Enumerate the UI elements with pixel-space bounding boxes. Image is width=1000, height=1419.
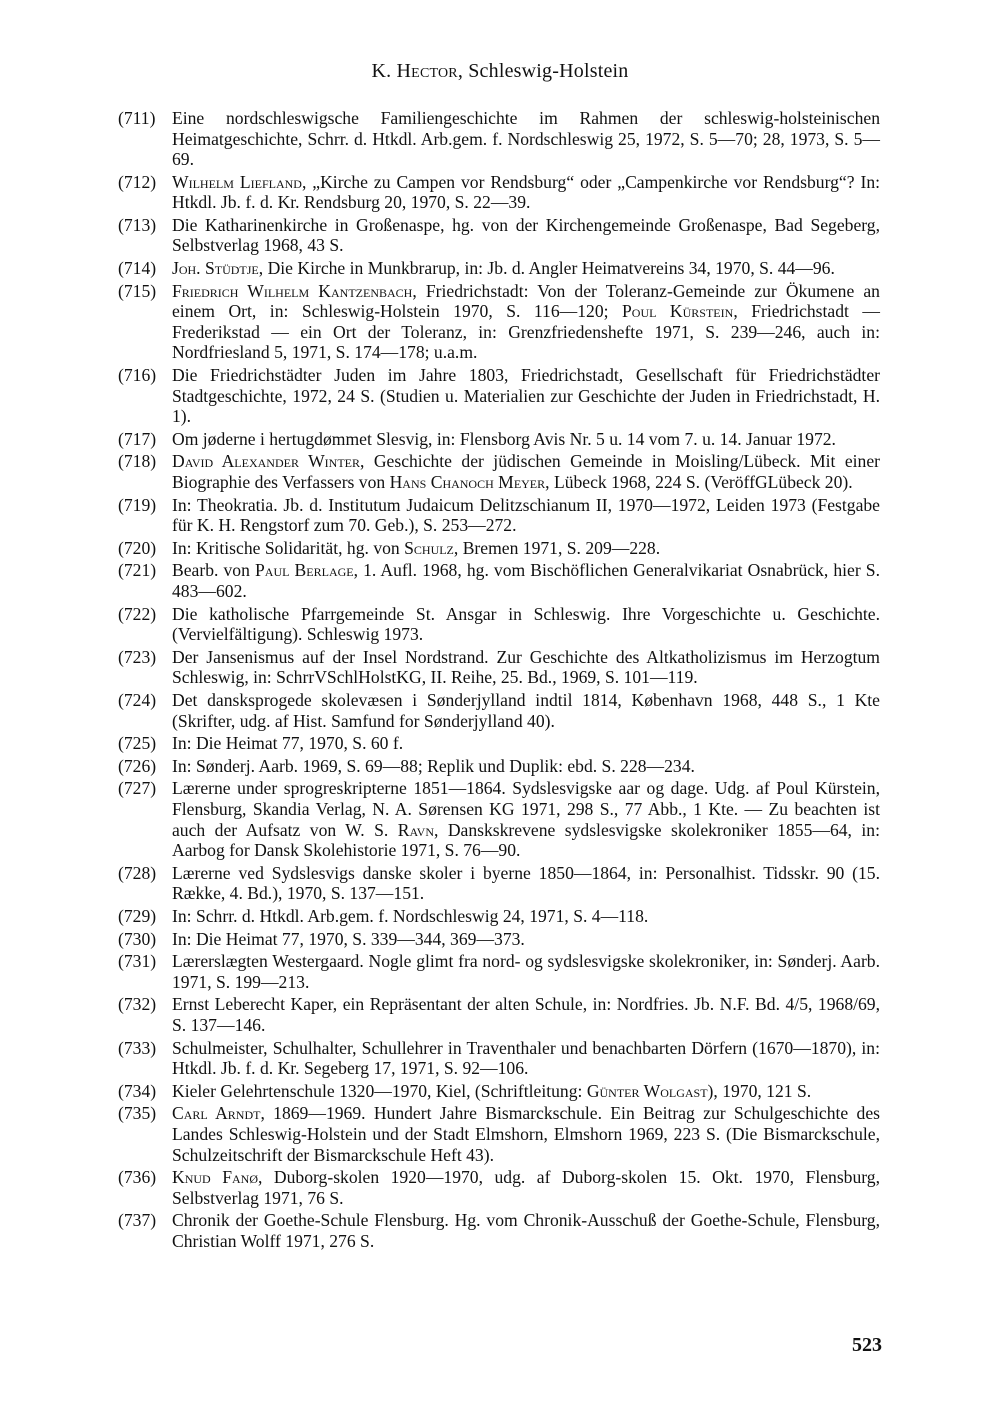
entry-text [172,604,880,645]
citation-text: In: Kritische Solidarität, hg. von [172,537,405,558]
entry-number: (715) [118,280,157,301]
bibliography-entry [118,994,880,1035]
entry-text [172,994,880,1035]
entry-text [172,215,880,256]
citation-text: , Lübeck 1968, 224 S. (VeröffGLübeck 20). [545,471,853,492]
citation-text: Die katholische Pfarrgemeinde St. Ansgar in Schleswig. Ihre Vorgeschichte u. Geschichte. (Vervielfältigung). Schleswig 1973. [172,603,880,645]
bibliography-entry [118,281,880,363]
page-number: 523 [852,1334,882,1356]
entry-number: (731) [118,951,157,972]
citation-text: ), 1970, 121 S. [707,1080,812,1101]
citation-text: In: Schrr. d. Htkdl. Arb.gem. f. Nordschleswig 24, 1971, S. 4—118. [172,905,649,926]
author-name: Knud Fanø [172,1167,258,1188]
citation-text: Om jøderne i hertugdømmet Slesvig, in: Flensborg Avis Nr. 5 u. 14 vom 7. u. 14. Januar 1972. [172,428,836,449]
bibliography-entry [118,495,880,536]
entry-number: (737) [118,1210,157,1231]
entry-number: (727) [118,778,157,799]
entry-number: (735) [118,1103,157,1124]
bibliography-entry [118,429,880,450]
entry-number: (734) [118,1080,157,1101]
bibliography-entry [118,929,880,950]
entry-number: (721) [118,560,157,581]
entry-text [172,560,880,601]
entry-text [172,778,880,860]
author-name: David Alexander Winter [172,451,361,472]
author-name: Hans Chanoch Meyer [389,471,546,492]
entry-text [172,1167,880,1208]
author-name: Paul Berlage [255,560,354,581]
bibliography-entry [118,108,880,170]
entry-number: (732) [118,994,157,1015]
entry-number: (736) [118,1167,157,1188]
bibliography-entry [118,560,880,601]
bibliography-entry [118,172,880,213]
entry-number: (717) [118,428,157,449]
running-head-title: Schleswig-Holstein [468,60,629,82]
entry-text [172,451,880,492]
bibliography-entry [118,604,880,645]
bibliography-entry [118,951,880,992]
entry-number: (724) [118,689,157,710]
entry-text [172,1081,880,1102]
citation-text: , Die Kirche in Munkbrarup, in: Jb. d. Angler Heimatvereins 34, 1970, S. 44—96. [258,258,835,279]
citation-text: Die Friedrichstädter Juden im Jahre 1803, Friedrichstadt, Gesellschaft für Friedrichstädter Stadtgeschichte, 1972, 24 S. (Studien u. Materialien zur Geschichte der Juden in Friedrichstadt, H. 1). [172,365,880,427]
bibliography-entry [118,647,880,688]
citation-text: Eine nordschleswigsche Familiengeschichte im Rahmen der schleswig-holsteinischen Heimatgeschichte, Schrr. d. Htkdl. Arb.gem. f. Nordschleswig 25, 1972, S. 5—70; 28, 1973, S. 5—69. [172,108,880,170]
entry-number: (733) [118,1037,157,1058]
entry-number: (730) [118,928,157,949]
entry-text [172,690,880,731]
bibliography-entry [118,733,880,754]
citation-text: , Friedrichstadt: Von der Toleranz-Gemeinde zur Ökumene an einem Ort, in: Schleswig-Holstein 1970, S. 116—120; [172,280,880,322]
entry-text [172,108,880,170]
entry-text [172,281,880,363]
citation-text: Die Katharinenkirche in Großenaspe, hg. von der Kirchengemeinde Großenaspe, Bad Segeberg, Selbstverlag 1968, 43 S. [172,214,880,256]
citation-text: Schulmeister, Schulhalter, Schullehrer in Traventhaler und benachbarten Dörfern (1670—1870), in: Htkdl. Jb. f. d. Kr. Segeberg 17, 1971, S. 92—106. [172,1037,880,1079]
bibliography-entry [118,1038,880,1079]
entry-text [172,951,880,992]
entry-text [172,733,880,754]
bibliography-entry [118,756,880,777]
citation-text: Lærerne ved Sydslesvigs danske skoler i byerne 1850—1864, in: Personalhist. Tidsskr. 90 (15. Række, 4. Bd.), 1970, S. 137—151. [172,862,880,904]
bibliography-entry [118,1103,880,1165]
entry-text [172,929,880,950]
citation-text: , Danskskrevene sydslesvigske skolekroniker 1855—64, in: Aarbog for Dansk Skolehistorie 1971, S. 76—90. [172,819,880,861]
bibliography-entry [118,1210,880,1251]
entry-number: (712) [118,171,157,192]
bibliography-entry [118,906,880,927]
bibliography-entry [118,365,880,427]
bibliography-entry [118,690,880,731]
bibliography-entry [118,538,880,559]
bibliography-entry [118,863,880,904]
citation-text: In: Theokratia. Jb. d. Institutum Judaicum Delitzschianum II, 1970—1972, Leiden 1973 (Festgabe für K. H. Rengstorf zum 70. Geb.), S. 253—272. [172,494,880,536]
entry-text [172,647,880,688]
entry-text [172,1103,880,1165]
citation-text: Chronik der Goethe-Schule Flensburg. Hg. vom Chronik-Ausschuß der Goethe-Schule, Flensburg, Christian Wolff 1971, 276 S. [172,1210,880,1251]
entry-text [172,756,880,777]
entry-number: (723) [118,646,157,667]
citation-text: In: Die Heimat 77, 1970, S. 339—344, 369—373. [172,928,525,949]
citation-text: , 1. Aufl. 1968, hg. vom Bischöflichen Generalvikariat Osnabrück, hier S. 483—602. [172,560,880,601]
bibliography-entry [118,1081,880,1102]
bibliography-entry [118,1167,880,1208]
entry-number: (714) [118,258,157,279]
running-head [0,60,1000,83]
entry-number: (713) [118,214,157,235]
citation-text: Kieler Gelehrtenschule 1320—1970, Kiel, (Schriftleitung: [172,1080,587,1101]
citation-text: , 1869—1969. Hundert Jahre Bismarckschule. Ein Beitrag zur Schulgeschichte des Landes Schleswig-Holstein und der Stadt Elmshorn, Elmshorn 1969, 223 S. (Die Bismarckschule, Schulzeitschrift der Bismarckschule Heft 43). [172,1103,880,1165]
entry-text [172,1038,880,1079]
citation-text: In: Sønderj. Aarb. 1969, S. 69—88; Replik und Duplik: ebd. S. 228—234. [172,755,695,776]
entry-number: (725) [118,733,157,754]
citation-text: , Geschichte der jüdischen Gemeinde in Moisling/Lübeck. Mit einer Biographie des Verfassers von [172,451,880,492]
entry-number: (718) [118,451,157,472]
author-name: Joh. Stüdtje [172,258,259,279]
entry-text [172,495,880,536]
author-name: Friedrich Wilhelm Kantzenbach [172,280,413,301]
citation-text: , Duborg-skolen 1920—1970, udg. af Duborg-skolen 15. Okt. 1970, Flensburg, Selbstverlag 1971, 76 S. [172,1167,880,1208]
bibliography-entry [118,258,880,279]
running-head-author: K. Hector, [371,60,464,82]
entry-text [172,365,880,427]
entry-text [172,172,880,213]
author-name: Schulz [404,537,454,558]
entry-number: (720) [118,537,157,558]
entry-text [172,1210,880,1251]
entry-number: (719) [118,494,157,515]
entry-number: (722) [118,603,157,624]
entry-text [172,538,880,559]
author-name: Poul Kürstein [622,301,734,322]
author-name: Günter Wolgast [586,1080,708,1101]
citation-text: Ernst Leberecht Kaper, ein Repräsentant der alten Schule, in: Nordfries. Jb. N.F. Bd. 4/5, 1968/69, S. 137—146. [172,994,880,1035]
entry-number: (716) [118,365,157,386]
citation-text: Bearb. von [172,560,255,581]
entry-number: (728) [118,862,157,883]
citation-text: , „Kirche zu Campen vor Rendsburg“ oder „Campenkirche vor Rendsburg“? In: Htkdl. Jb. f. d. Kr. Rendsburg 20, 1970, S. 22—39. [172,171,881,213]
entry-number: (726) [118,755,157,776]
author-name: Wilhelm Liefland [172,171,302,192]
bibliography-entry [118,451,880,492]
entry-text [172,863,880,904]
entry-number: (729) [118,905,157,926]
citation-text: Der Jansenismus auf der Insel Nordstrand. Zur Geschichte des Altkatholizismus im Herzogtum Schleswig, in: SchrrVSchlHolstKG, II. Reihe, 25. Bd., 1969, S. 101—119. [172,646,880,688]
citation-text: Det dansksprogede skolevæsen i Sønderjylland indtil 1814, København 1968, 448 S., 1 Kte (Skrifter, udg. af Hist. Samfund for Sønderjylland 40). [172,689,880,731]
author-name: Carl Arndt [172,1103,261,1124]
entry-text [172,258,880,279]
citation-text: , Friedrichstadt — Frederikstad — ein Ort der Toleranz, in: Grenzfriedenshefte 1971, S. 239—246, auch in: Nordfriesland 5, 1971, S. 174—178; u.a.m. [172,301,880,363]
citation-text: Lærerne under sprogreskripterne 1851—1864. Sydslesvigske aar og dage. Udg. af Poul Kürstein, Flensburg, Skandia Verlag, N. A. Sørensen KG 1971, 298 S., 77 Abb., 1 Kte. — Zu beachten ist auch der Aufsatz von W. S. [172,778,880,840]
citation-text: In: Die Heimat 77, 1970, S. 60 f. [172,733,404,754]
entry-text [172,429,880,450]
author-name: Ravn [397,819,434,840]
citation-text: Lærerslægten Westergaard. Nogle glimt fra nord- og sydslesvigske skolekroniker, in: Sønderj. Aarb. 1971, S. 199—213. [172,951,880,992]
entry-number: (711) [118,108,156,128]
bibliography-entry [118,778,880,860]
entry-text [172,906,880,927]
bibliography-list [118,108,880,1254]
bibliography-entry [118,215,880,256]
citation-text: , Bremen 1971, S. 209—228. [453,537,661,558]
